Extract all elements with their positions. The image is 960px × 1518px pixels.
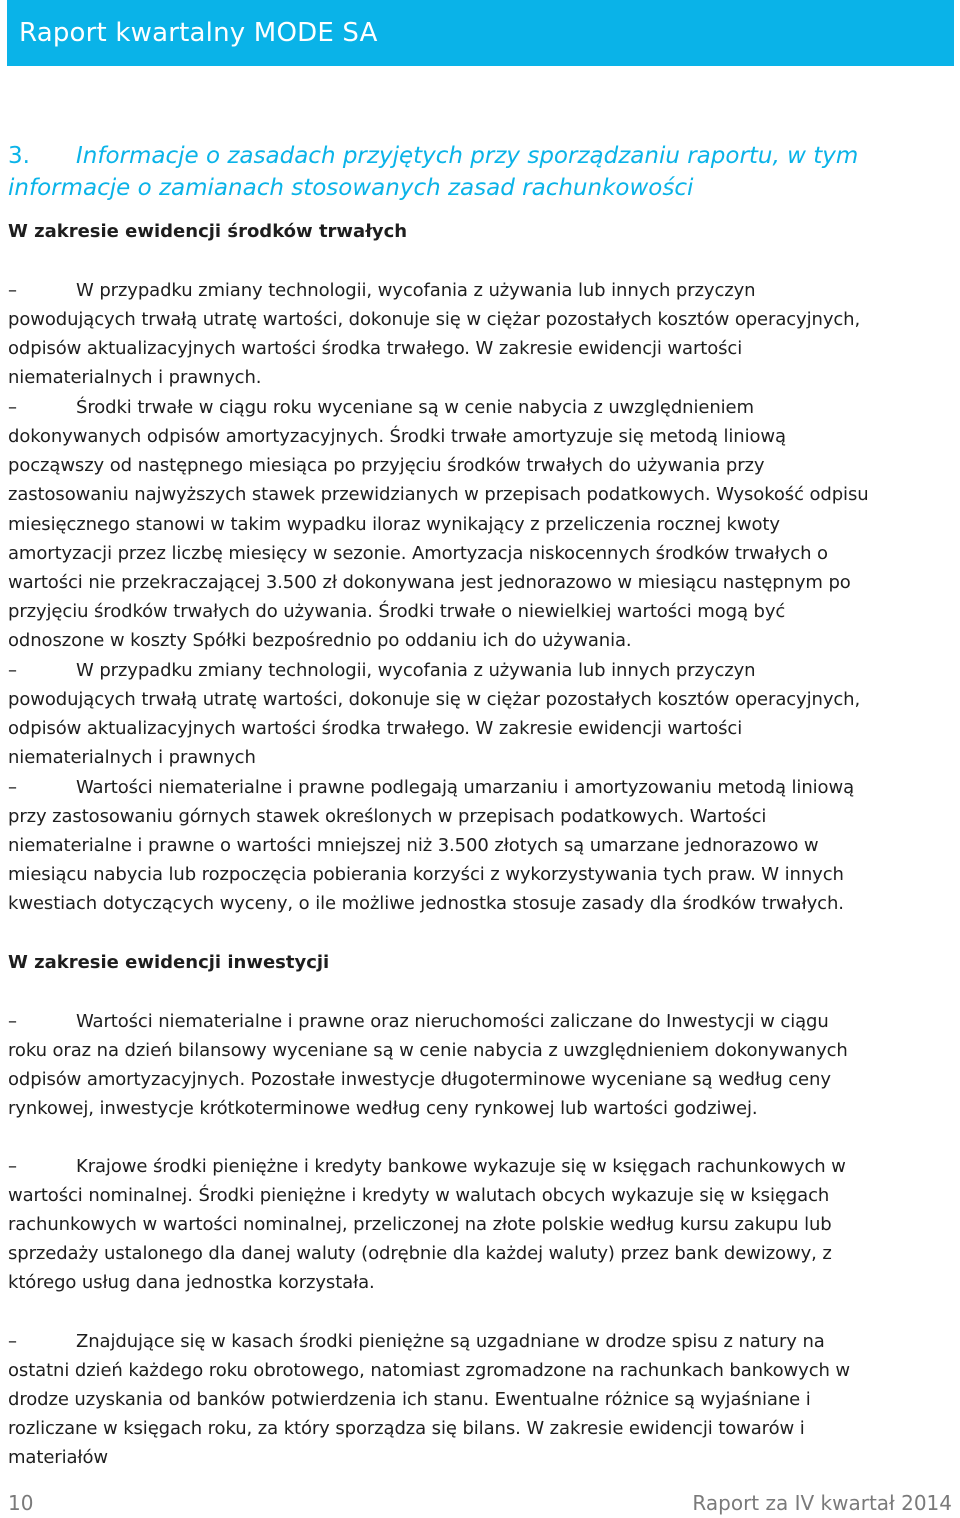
dash-bullet: –	[8, 1156, 17, 1177]
para2-line	[8, 394, 754, 422]
para6-text-0: Krajowe środki pieniężne i kredyty bankowe wykazuje się w księgach rachunkowych w	[76, 1156, 846, 1177]
para2-line: miesięcznego stanowi w takim wypadku iloraz wynikający z przeliczenia rocznej kwoty	[8, 514, 780, 535]
para2-line: począwszy od następnego miesiąca po przyjęciu środków trwałych do używania przy	[8, 455, 765, 476]
para7-line	[8, 1328, 825, 1356]
footer-report-label: Raport za IV kwartał 2014	[692, 1491, 952, 1515]
dash-bullet: –	[8, 777, 17, 798]
para7-text-0: Znajdujące się w kasach środki pieniężne są uzgadniane w drodze spisu z natury na	[76, 1331, 825, 1352]
para2-line: zastosowaniu najwyższych stawek przewidzianych w przepisach podatkowych. Wysokość odpisu	[8, 484, 869, 505]
para4-text-0: Wartości niematerialne i prawne podlegają umarzaniu i amortyzowaniu metodą liniową	[76, 777, 854, 798]
para6-line	[8, 1153, 846, 1181]
dash-bullet: –	[8, 1011, 17, 1032]
para1-line: powodujących trwałą utratę wartości, dokonuje się w ciężar pozostałych kosztów operacyjnych,	[8, 309, 861, 330]
report-title: Raport kwartalny MODE SA	[19, 18, 378, 48]
para3-line: odpisów aktualizacyjnych wartości środka trwałego. W zakresie ewidencji wartości	[8, 718, 743, 739]
para4-line: przy zastosowaniu górnych stawek określonych w przepisach podatkowych. Wartości	[8, 806, 767, 827]
header-band	[7, 0, 954, 66]
para2-line: amortyzacji przez liczbę miesięcy w sezonie. Amortyzacja niskocennych środków trwałych o	[8, 543, 828, 564]
dash-bullet: –	[8, 1331, 17, 1352]
dash-bullet: –	[8, 280, 17, 301]
para1-text-0: W przypadku zmiany technologii, wycofania z używania lub innych przyczyn	[76, 280, 756, 301]
para2-text-0: Środki trwałe w ciągu roku wyceniane są w cenie nabycia z uwzględnieniem	[76, 397, 754, 418]
para3-line	[8, 657, 755, 685]
para4-line: kwestiach dotyczących wyceny, o ile możliwe jednostka stosuje zasady dla środków trwałych.	[8, 893, 844, 914]
subheading-investments: W zakresie ewidencji inwestycji	[8, 952, 330, 973]
para6-line: którego usług dana jednostka korzystała.	[8, 1272, 375, 1293]
dash-bullet: –	[8, 660, 17, 681]
para5-line: odpisów amortyzacyjnych. Pozostałe inwestycje długoterminowe wyceniane są według ceny	[8, 1069, 831, 1090]
para2-line: przyjęciu środków trwałych do używania. Środki trwałe o niewielkiej wartości mogą być	[8, 601, 786, 622]
para7-line: drodze uzyskania od banków potwierdzenia ich stanu. Ewentualne różnice są wyjaśniane i	[8, 1389, 811, 1410]
para1-line: niematerialnych i prawnych.	[8, 367, 262, 388]
section-heading	[8, 140, 958, 204]
para5-line: rynkowej, inwestycje krótkoterminowe według ceny rynkowej lub wartości godziwej.	[8, 1098, 758, 1119]
para4-line: miesiącu nabycia lub rozpoczęcia pobierania korzyści z wykorzystywania tych praw. W innych	[8, 864, 844, 885]
para2-line: wartości nie przekraczającej 3.500 zł dokonywana jest jednorazowo w miesiącu następnym po	[8, 572, 851, 593]
para4-line: niematerialne i prawne o wartości mniejszej niż 3.500 złotych są umarzane jednorazowo w	[8, 835, 819, 856]
para3-line: powodujących trwałą utratę wartości, dokonuje się w ciężar pozostałych kosztów operacyjnych,	[8, 689, 861, 710]
para5-text-0: Wartości niematerialne i prawne oraz nieruchomości zaliczane do Inwestycji w ciągu	[76, 1011, 829, 1032]
para4-line	[8, 774, 854, 802]
para2-line: odnoszone w koszty Spółki bezpośrednio po oddaniu ich do używania.	[8, 630, 632, 651]
para5-line: roku oraz na dzień bilansowy wyceniane są w cenie nabycia z uwzględnieniem dokonywanych	[8, 1040, 848, 1061]
para1-line	[8, 277, 755, 305]
para6-line: sprzedaży ustalonego dla danej waluty (odrębnie dla każdej waluty) przez bank dewizowy, z	[8, 1243, 832, 1264]
section-title-line-1: Informacje o zasadach przyjętych przy sporządzaniu raportu, w tym	[76, 143, 859, 169]
subheading-fixed-assets: W zakresie ewidencji środków trwałych	[8, 221, 408, 242]
para3-text-0: W przypadku zmiany technologii, wycofania z używania lub innych przyczyn	[76, 660, 756, 681]
section-title-line-2: informacje o zamianach stosowanych zasad rachunkowości	[8, 175, 694, 201]
para6-line: wartości nominalnej. Środki pieniężne i kredyty w walutach obcych wykazuje się w księgach	[8, 1185, 830, 1206]
para7-line: materiałów	[8, 1447, 108, 1468]
para3-line: niematerialnych i prawnych	[8, 747, 256, 768]
dash-bullet: –	[8, 397, 17, 418]
para1-line: odpisów aktualizacyjnych wartości środka trwałego. W zakresie ewidencji wartości	[8, 338, 743, 359]
para7-line: rozliczane w księgach roku, za który sporządza się bilans. W zakresie ewidencji towarów i	[8, 1418, 805, 1439]
page-number: 10	[8, 1491, 34, 1515]
para7-line: ostatni dzień każdego roku obrotowego, natomiast zgromadzone na rachunkach bankowych w	[8, 1360, 851, 1381]
para6-line: rachunkowych w wartości nominalnej, przeliczonej na złote polskie według kursu zakupu lub	[8, 1214, 832, 1235]
para2-line: dokonywanych odpisów amortyzacyjnych. Środki trwałe amortyzuje się metodą liniową	[8, 426, 786, 447]
section-number: 3.	[8, 143, 30, 169]
para5-line	[8, 1008, 829, 1036]
